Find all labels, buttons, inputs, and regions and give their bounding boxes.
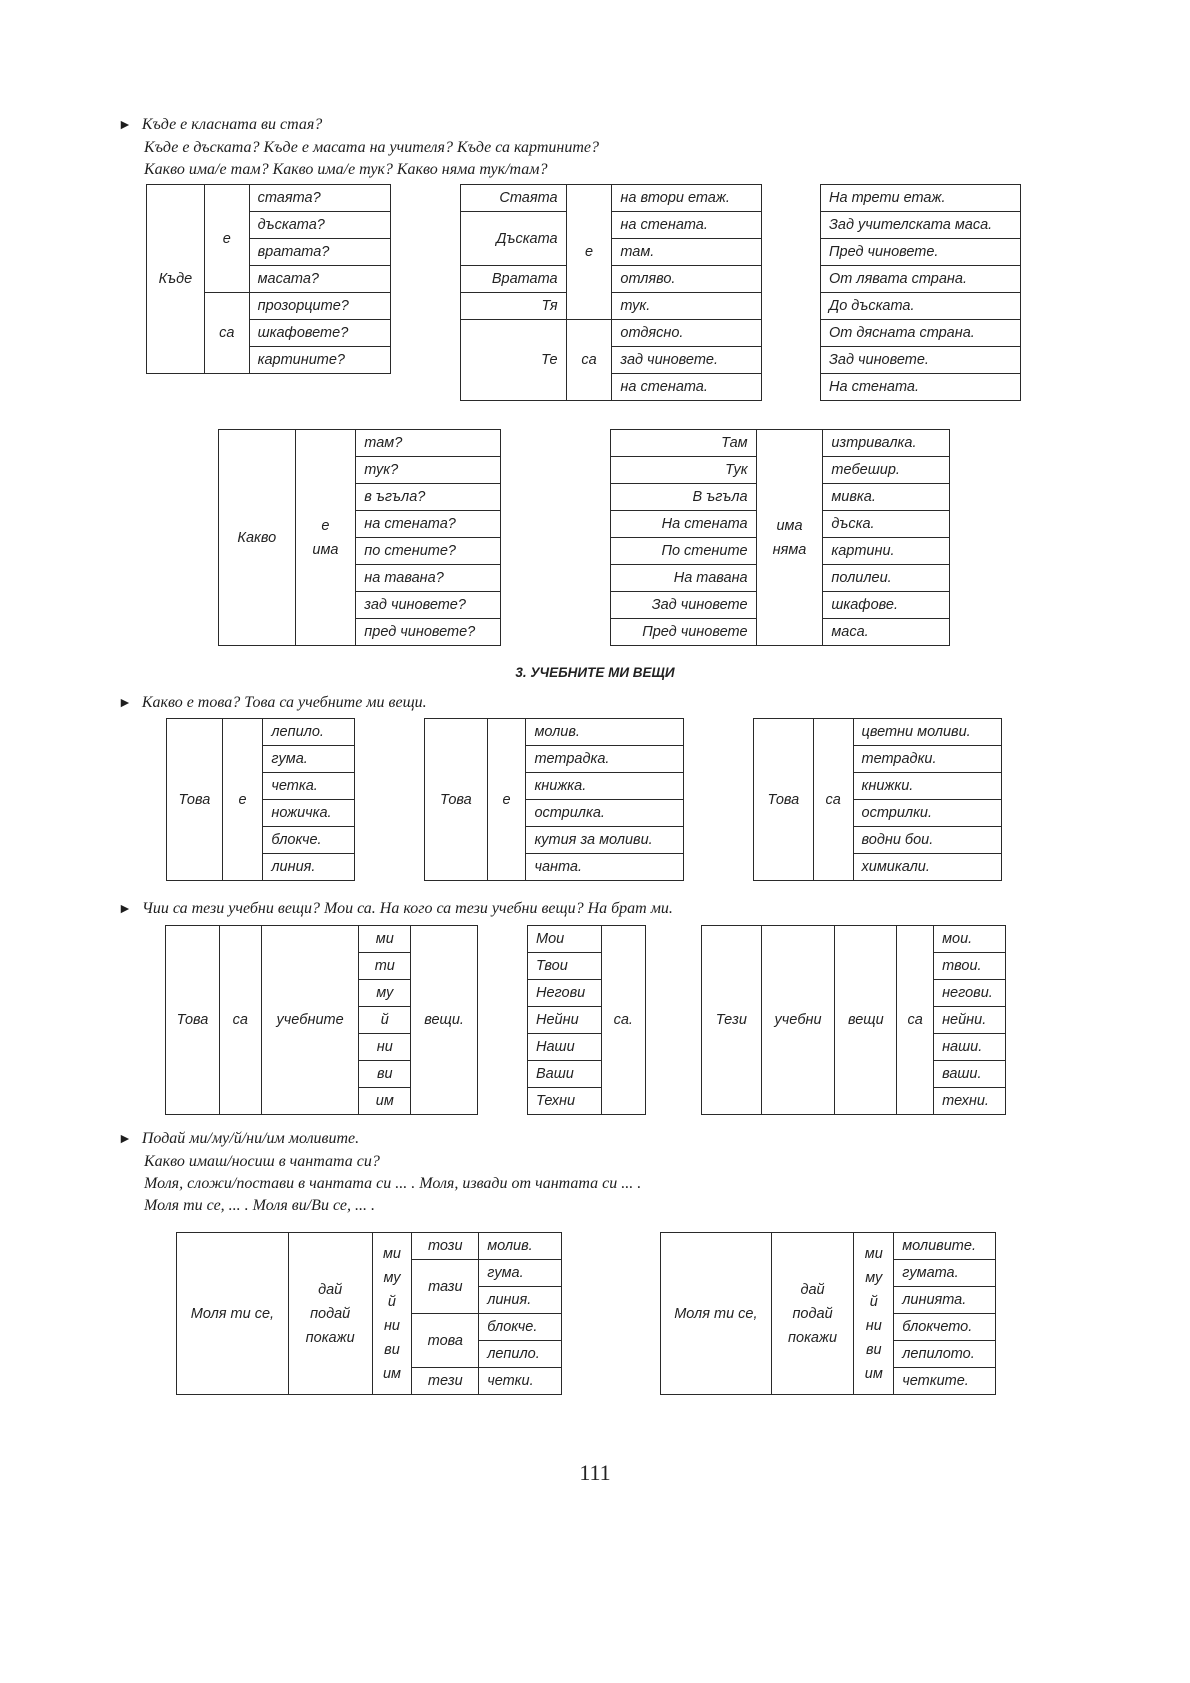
table-cell: молив. bbox=[526, 719, 684, 746]
table-cell: на стената. bbox=[612, 374, 762, 401]
table-cell: книжка. bbox=[526, 773, 684, 800]
table-cell: блокче. bbox=[263, 827, 355, 854]
table-cell: ми bbox=[359, 926, 411, 953]
word-tova: Това bbox=[167, 719, 223, 881]
bullet-arrow-icon: ► bbox=[118, 696, 132, 711]
table-cell: острилки. bbox=[853, 800, 1001, 827]
table-cell: дъска. bbox=[823, 511, 950, 538]
table-cell: острилка. bbox=[526, 800, 684, 827]
word-uchebni: учебни bbox=[761, 926, 835, 1115]
verb-e: е bbox=[566, 185, 612, 320]
table-cell: този bbox=[412, 1233, 479, 1260]
table-cell: линията. bbox=[894, 1287, 996, 1314]
table-cell: тебешир. bbox=[823, 457, 950, 484]
table-cell: картините? bbox=[249, 347, 390, 374]
verb-sa: са bbox=[219, 926, 261, 1115]
verbs-give-show: дай подай покажи bbox=[771, 1233, 854, 1395]
table-cell: До дъската. bbox=[821, 293, 1021, 320]
table-cell: Зад учителската маса. bbox=[821, 212, 1021, 239]
verb-e: е bbox=[487, 719, 526, 881]
table-there-is-isnt bbox=[610, 429, 950, 646]
verb-sa: са bbox=[813, 719, 853, 881]
verbs-ima-nyama: има няма bbox=[756, 430, 823, 646]
question-what-is-this: ► Какво е това? Това са учебните ми вещи. bbox=[118, 694, 427, 711]
table-what-is-there bbox=[218, 429, 501, 646]
table-cell: това bbox=[412, 1314, 479, 1368]
table-cell: Твои bbox=[528, 953, 602, 980]
table-cell: блокче. bbox=[479, 1314, 562, 1341]
word-veshti: вещи bbox=[835, 926, 897, 1115]
table-cell: ваши. bbox=[934, 1061, 1006, 1088]
verb-sa: са bbox=[897, 926, 934, 1115]
table-cell: линия. bbox=[263, 854, 355, 881]
table-cell: Вратата bbox=[461, 266, 567, 293]
table-cell: отдясно. bbox=[612, 320, 762, 347]
table-cell: На тавана bbox=[611, 565, 757, 592]
table-possessives bbox=[527, 925, 646, 1115]
table-cell: В ъгъла bbox=[611, 484, 757, 511]
word-tova: Това bbox=[754, 719, 814, 881]
table-cell: вратата? bbox=[249, 239, 390, 266]
word-veshti: вещи. bbox=[411, 926, 478, 1115]
table-cell: На стената. bbox=[821, 374, 1021, 401]
table-cell: книжки. bbox=[853, 773, 1001, 800]
table-cell: Наши bbox=[528, 1034, 602, 1061]
table-cell: тетрадка. bbox=[526, 746, 684, 773]
table-cell: маса. bbox=[823, 619, 950, 646]
table-cell: пред чиновете? bbox=[356, 619, 501, 646]
table-cell: тетрадки. bbox=[853, 746, 1001, 773]
table-cell: шкафовете? bbox=[249, 320, 390, 347]
table-cell: нейни. bbox=[934, 1007, 1006, 1034]
table-cell: ни bbox=[359, 1034, 411, 1061]
table-cell: ножичка. bbox=[263, 800, 355, 827]
word-tova: Това bbox=[425, 719, 488, 881]
table-these-are bbox=[753, 718, 1002, 881]
table-cell: тези bbox=[412, 1368, 479, 1395]
question-classroom: ► Къде е класната ви стая? Къде е дъската? Къде е масата на учителя? Къде са картините? Какво има/е там? Какво има/е тук? Какво няма тук/там? bbox=[118, 116, 599, 178]
verbs-e-ima: е има bbox=[295, 430, 356, 646]
table-where-is bbox=[146, 184, 391, 374]
table-this-is-1 bbox=[166, 718, 355, 881]
table-cell: Зад чиновете bbox=[611, 592, 757, 619]
table-cell: тук. bbox=[612, 293, 762, 320]
bullet-arrow-icon: ► bbox=[118, 118, 132, 133]
table-cell: Те bbox=[461, 320, 567, 401]
table-cell: на стената? bbox=[356, 511, 501, 538]
table-cell: масата? bbox=[249, 266, 390, 293]
table-cell: На трети етаж. bbox=[821, 185, 1021, 212]
table-cell: наши. bbox=[934, 1034, 1006, 1061]
verb-e: е bbox=[204, 185, 249, 293]
table-this-is-2 bbox=[424, 718, 684, 881]
table-cell: Дъската bbox=[461, 212, 567, 266]
table-cell: гума. bbox=[263, 746, 355, 773]
table-cell: картини. bbox=[823, 538, 950, 565]
table-cell: гумата. bbox=[894, 1260, 996, 1287]
table-please-give-the bbox=[660, 1232, 996, 1395]
table-cell: Пред чиновете bbox=[611, 619, 757, 646]
word-kade: Къде bbox=[147, 185, 205, 374]
section-heading: 3. УЧЕБНИТЕ МИ ВЕЩИ bbox=[515, 665, 675, 680]
verb-sa: са. bbox=[601, 926, 645, 1115]
table-cell: в ъгъла? bbox=[356, 484, 501, 511]
table-cell: моливите. bbox=[894, 1233, 996, 1260]
table-cell: Техни bbox=[528, 1088, 602, 1115]
table-cell: Тя bbox=[461, 293, 567, 320]
table-cell: полилеи. bbox=[823, 565, 950, 592]
table-cell: Негови bbox=[528, 980, 602, 1007]
table-cell: лепило. bbox=[479, 1341, 562, 1368]
table-cell: По стените bbox=[611, 538, 757, 565]
word-kakvo: Какво bbox=[219, 430, 296, 646]
pronouns-stack: ми му й ни ви им bbox=[854, 1233, 894, 1395]
table-answers bbox=[820, 184, 1021, 401]
table-cell: там. bbox=[612, 239, 762, 266]
table-cell: на стената. bbox=[612, 212, 762, 239]
table-cell: чанта. bbox=[526, 854, 684, 881]
table-cell: на тавана? bbox=[356, 565, 501, 592]
word-tova: Това bbox=[166, 926, 220, 1115]
verb-sa: са bbox=[204, 293, 249, 374]
table-cell: Стаята bbox=[461, 185, 567, 212]
table-these-things-are bbox=[701, 925, 1006, 1115]
table-cell: цветни моливи. bbox=[853, 719, 1001, 746]
table-cell: техни. bbox=[934, 1088, 1006, 1115]
table-cell: ти bbox=[359, 953, 411, 980]
table-subject-location bbox=[460, 184, 762, 401]
table-cell: там? bbox=[356, 430, 501, 457]
table-cell: водни бои. bbox=[853, 827, 1001, 854]
table-cell: линия. bbox=[479, 1287, 562, 1314]
table-cell: четки. bbox=[479, 1368, 562, 1395]
table-cell: лепило. bbox=[263, 719, 355, 746]
table-cell: Ваши bbox=[528, 1061, 602, 1088]
table-cell: Тук bbox=[611, 457, 757, 484]
table-my-things bbox=[165, 925, 478, 1115]
bullet-arrow-icon: ► bbox=[118, 902, 132, 917]
table-cell: изтривалка. bbox=[823, 430, 950, 457]
verb-sa: са bbox=[566, 320, 612, 401]
word-uchebnite: учебните bbox=[261, 926, 359, 1115]
table-cell: Мои bbox=[528, 926, 602, 953]
table-cell: Там bbox=[611, 430, 757, 457]
table-cell: им bbox=[359, 1088, 411, 1115]
pronouns-stack: ми му й ни ви им bbox=[372, 1233, 412, 1395]
table-cell: Зад чиновете. bbox=[821, 347, 1021, 374]
table-cell: стаята? bbox=[249, 185, 390, 212]
word-tezi: Тези bbox=[702, 926, 762, 1115]
table-cell: негови. bbox=[934, 980, 1006, 1007]
table-cell: мивка. bbox=[823, 484, 950, 511]
table-cell: Нейни bbox=[528, 1007, 602, 1034]
table-cell: химикали. bbox=[853, 854, 1001, 881]
table-cell: отляво. bbox=[612, 266, 762, 293]
table-cell: шкафове. bbox=[823, 592, 950, 619]
table-cell: Пред чиновете. bbox=[821, 239, 1021, 266]
table-cell: ви bbox=[359, 1061, 411, 1088]
table-cell: молив. bbox=[479, 1233, 562, 1260]
question-give-me: ► Подай ми/му/й/ни/им моливите. Какво имаш/носиш в чантата си? Моля, сложи/постави в чантата си ... . Моля, извади от чантата си ... . Моля ти се, ... . Моля ви/Ви се, ... . bbox=[118, 1130, 642, 1214]
table-cell: по стените? bbox=[356, 538, 501, 565]
page-number: 111 bbox=[579, 1460, 611, 1485]
table-cell: й bbox=[359, 1007, 411, 1034]
table-cell: твои. bbox=[934, 953, 1006, 980]
table-cell: гума. bbox=[479, 1260, 562, 1287]
table-cell: мои. bbox=[934, 926, 1006, 953]
verbs-give-show: дай подай покажи bbox=[288, 1233, 372, 1395]
table-cell: прозорците? bbox=[249, 293, 390, 320]
table-cell: кутия за моливи. bbox=[526, 827, 684, 854]
table-cell: на втори етаж. bbox=[612, 185, 762, 212]
table-cell: четка. bbox=[263, 773, 355, 800]
table-cell: блокчето. bbox=[894, 1314, 996, 1341]
table-cell: зад чиновете. bbox=[612, 347, 762, 374]
table-please-give-this bbox=[176, 1232, 562, 1395]
table-cell: От дясната страна. bbox=[821, 320, 1021, 347]
phrase-molya: Моля ти се, bbox=[661, 1233, 772, 1395]
question-whose: ► Чии са тези учебни вещи? Мои са. На кого са тези учебни вещи? На брат ми. bbox=[118, 900, 673, 917]
table-cell: четките. bbox=[894, 1368, 996, 1395]
verb-e: е bbox=[222, 719, 263, 881]
table-cell: тази bbox=[412, 1260, 479, 1314]
bullet-arrow-icon: ► bbox=[118, 1132, 132, 1147]
table-cell: зад чиновете? bbox=[356, 592, 501, 619]
table-cell: дъската? bbox=[249, 212, 390, 239]
table-cell: От лявата страна. bbox=[821, 266, 1021, 293]
phrase-molya: Моля ти се, bbox=[177, 1233, 289, 1395]
table-cell: лепилото. bbox=[894, 1341, 996, 1368]
table-cell: му bbox=[359, 980, 411, 1007]
table-cell: На стената bbox=[611, 511, 757, 538]
table-cell: тук? bbox=[356, 457, 501, 484]
